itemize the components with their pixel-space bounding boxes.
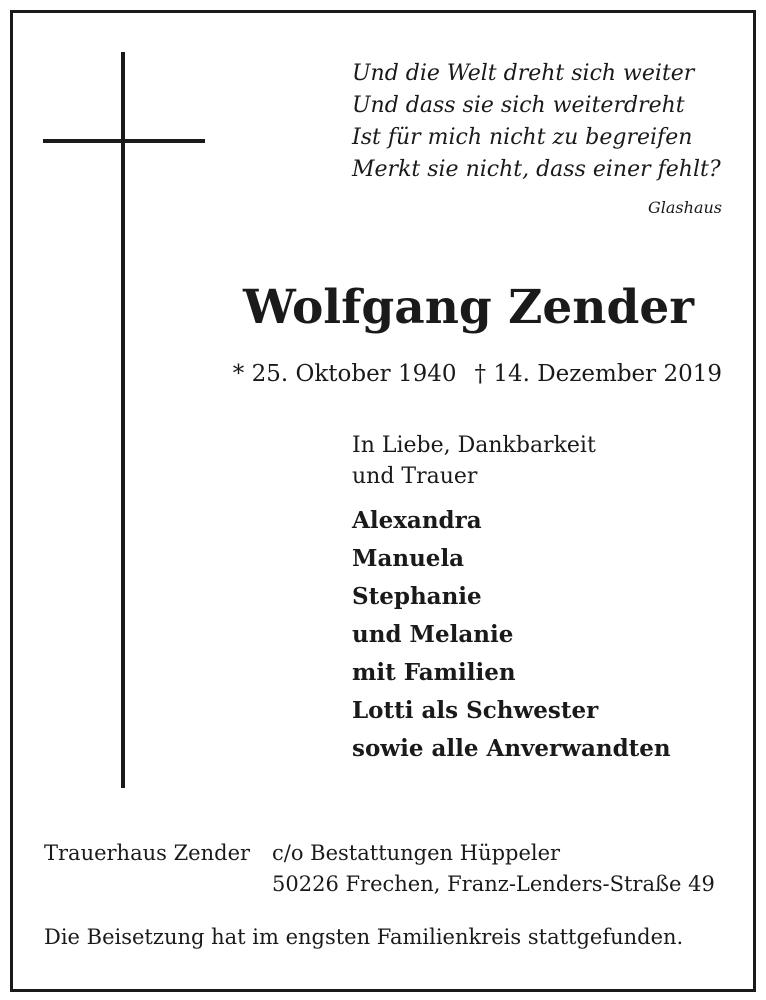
burial-note: Die Beisetzung hat im engsten Familienkreis stattgefunden. bbox=[44, 925, 684, 949]
mourners-list bbox=[352, 502, 671, 768]
mourner-name: sowie alle Anverwandten bbox=[352, 735, 671, 762]
life-dates bbox=[233, 358, 722, 390]
poem-source: Glashaus bbox=[647, 198, 722, 217]
birth-date: * 25. Oktober 1940 bbox=[232, 361, 457, 387]
mourner-name: Stephanie bbox=[352, 583, 482, 610]
poem-line: Und die Welt dreht sich weiter bbox=[352, 61, 695, 86]
intro-line: und Trauer bbox=[352, 464, 478, 489]
poem-line: Und dass sie sich weiterdreht bbox=[352, 93, 685, 118]
cross-icon-horizontal-bar bbox=[43, 139, 205, 143]
cross-icon-vertical-bar bbox=[121, 52, 125, 788]
mourner-name: Alexandra bbox=[352, 507, 482, 534]
poem-line: Merkt sie nicht, dass einer fehlt? bbox=[352, 157, 721, 182]
mourner-name: und Melanie bbox=[352, 621, 514, 648]
death-date: † 14. Dezember 2019 bbox=[474, 361, 722, 387]
poem bbox=[352, 58, 721, 186]
address-label: Trauerhaus Zender bbox=[44, 841, 251, 865]
mourner-name: mit Familien bbox=[352, 659, 516, 686]
address-lines bbox=[272, 838, 715, 900]
address-line: 50226 Frechen, Franz-Lenders-Straße 49 bbox=[272, 872, 715, 896]
mourner-name: Manuela bbox=[352, 545, 465, 572]
poem-line: Ist für mich nicht zu begreifen bbox=[352, 125, 693, 150]
deceased-name: Wolfgang Zender bbox=[243, 280, 694, 335]
address-line: c/o Bestattungen Hüppeler bbox=[272, 841, 561, 865]
mourner-name: Lotti als Schwester bbox=[352, 697, 599, 724]
mourning-intro bbox=[352, 430, 596, 492]
intro-line: In Liebe, Dankbarkeit bbox=[352, 433, 596, 458]
